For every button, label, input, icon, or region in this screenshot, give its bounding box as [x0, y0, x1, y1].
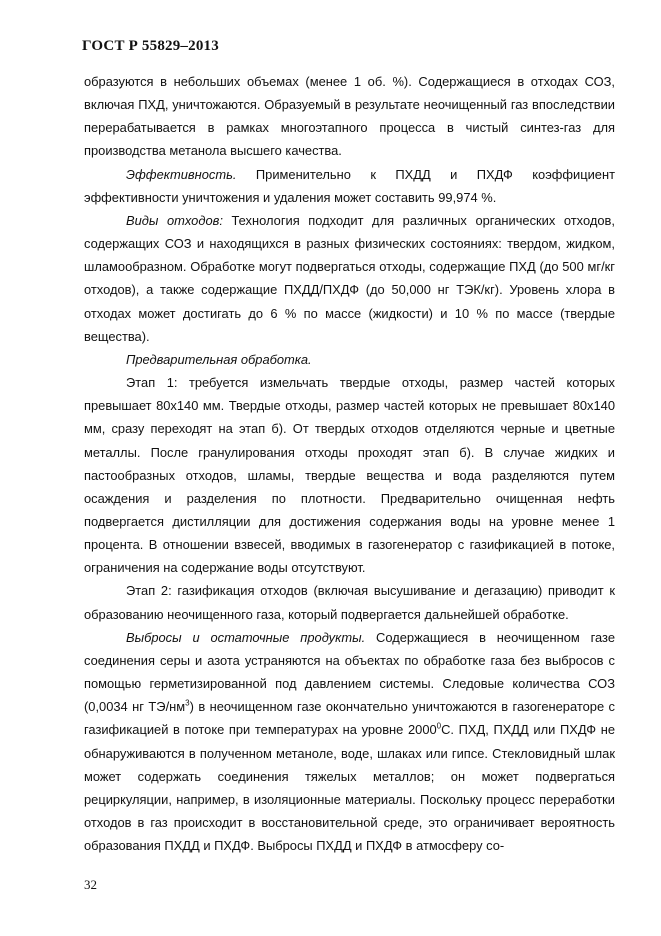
- efficiency-label: Эффективность.: [126, 166, 237, 182]
- pretreatment-label: Предварительная обработка.: [126, 351, 312, 367]
- paragraph-stage-1: Этап 1: требуется измельчать твердые отходы, размер частей которых превышает 80x140 мм. Твердые отходы, размер частей которых не превышает 80x140 мм, сразу переходят на этап б). От твердых отходов отделяются черные и цветные металлы. После гранулирования отходы проходят этап б). В случае жидких и пастообразных отходов, шламы, твердые вещества и вода разделяются путем осаждения и разделения по плотности. Предварительно очищенная нефть подвергается дистилляции для достижения содержания воды на уровне менее 1 процента. В отношении взвесей, вводимых в газогенератор с газификацией в потоке, ограничения на содержание воды отсутствуют.: [84, 375, 615, 576]
- paragraph-waste-types: [84, 209, 615, 348]
- emissions-text-a: Содержащиеся в неочищенном газе соединения серы и азота устраняются на объектах по обработке газа без выбросов с помощью герметизированной под давлением системы. Следовые количества СОЗ (0,0034 нг ТЭ/нм: [84, 629, 615, 715]
- efficiency-text: Применительно к ПХДД и ПХДФ коэффициент эффективности уничтожения и удаления может составить 99,974 %.: [84, 166, 615, 205]
- emissions-text-b: ) в неочищенном газе окончательно уничтожаются в газогенераторе с газификацией в потоке при температурах на уровне 2000: [84, 699, 616, 738]
- waste-types-label: Виды отходов:: [126, 212, 223, 228]
- paragraph-pretreatment: [84, 348, 615, 371]
- paragraph-emissions: [84, 626, 615, 858]
- emissions-text-c: С. ПХД, ПХДД или ПХДФ не обнаруживаются в полученном метаноле, воде, шлаках или гипсе. Стекловидный шлак может содержать соединения тяжелых металлов; он может подвергаться рециркуляции, например, в изоляционные материалы. Поскольку процесс переработки отходов в газ происходит в восстановительной среде, это ограничивает вероятность образования ПХДД и ПХДФ. Выбросы ПХДД и ПХДФ в атмосферу со-: [84, 722, 615, 854]
- document-header: ГОСТ Р 55829–2013: [82, 38, 219, 54]
- paragraph-efficiency: [84, 163, 615, 209]
- waste-types-text: Технология подходит для различных органических отходов, содержащих СОЗ и находящихся в разных физических состояниях: твердом, жидком, шламообразном. Обработке могут подвергаться отходы, содержащие ПХД (до 500 мг/кг отходов), а также содержащие ПХДД/ПХДФ (до 50,000 нг ТЭК/кг). Уровень хлора в отходах может достигать до 6 % по массе (жидкости) и 10 % по массе (твердые вещества).: [84, 212, 615, 344]
- paragraph-1: образуются в небольших объемах (менее 1 об. %). Содержащиеся в отходах СОЗ, включая ПХД, уничтожаются. Образуемый в результате неочищенный газ впоследствии перерабатывается в рамках многоэтапного процесса в чистый синтез-газ для производства метанола высшего качества.: [84, 74, 615, 159]
- document-body: [84, 70, 615, 857]
- page-number: 32: [84, 877, 97, 892]
- superscript-degree: 0: [436, 722, 442, 732]
- emissions-label: Выбросы и остаточные продукты.: [126, 629, 366, 645]
- superscript-3: 3: [185, 698, 190, 708]
- paragraph-stage-2: Этап 2: газификация отходов (включая высушивание и дегазацию) приводит к образованию неочищенного газа, который подвергается дальнейшей обработке.: [84, 583, 615, 622]
